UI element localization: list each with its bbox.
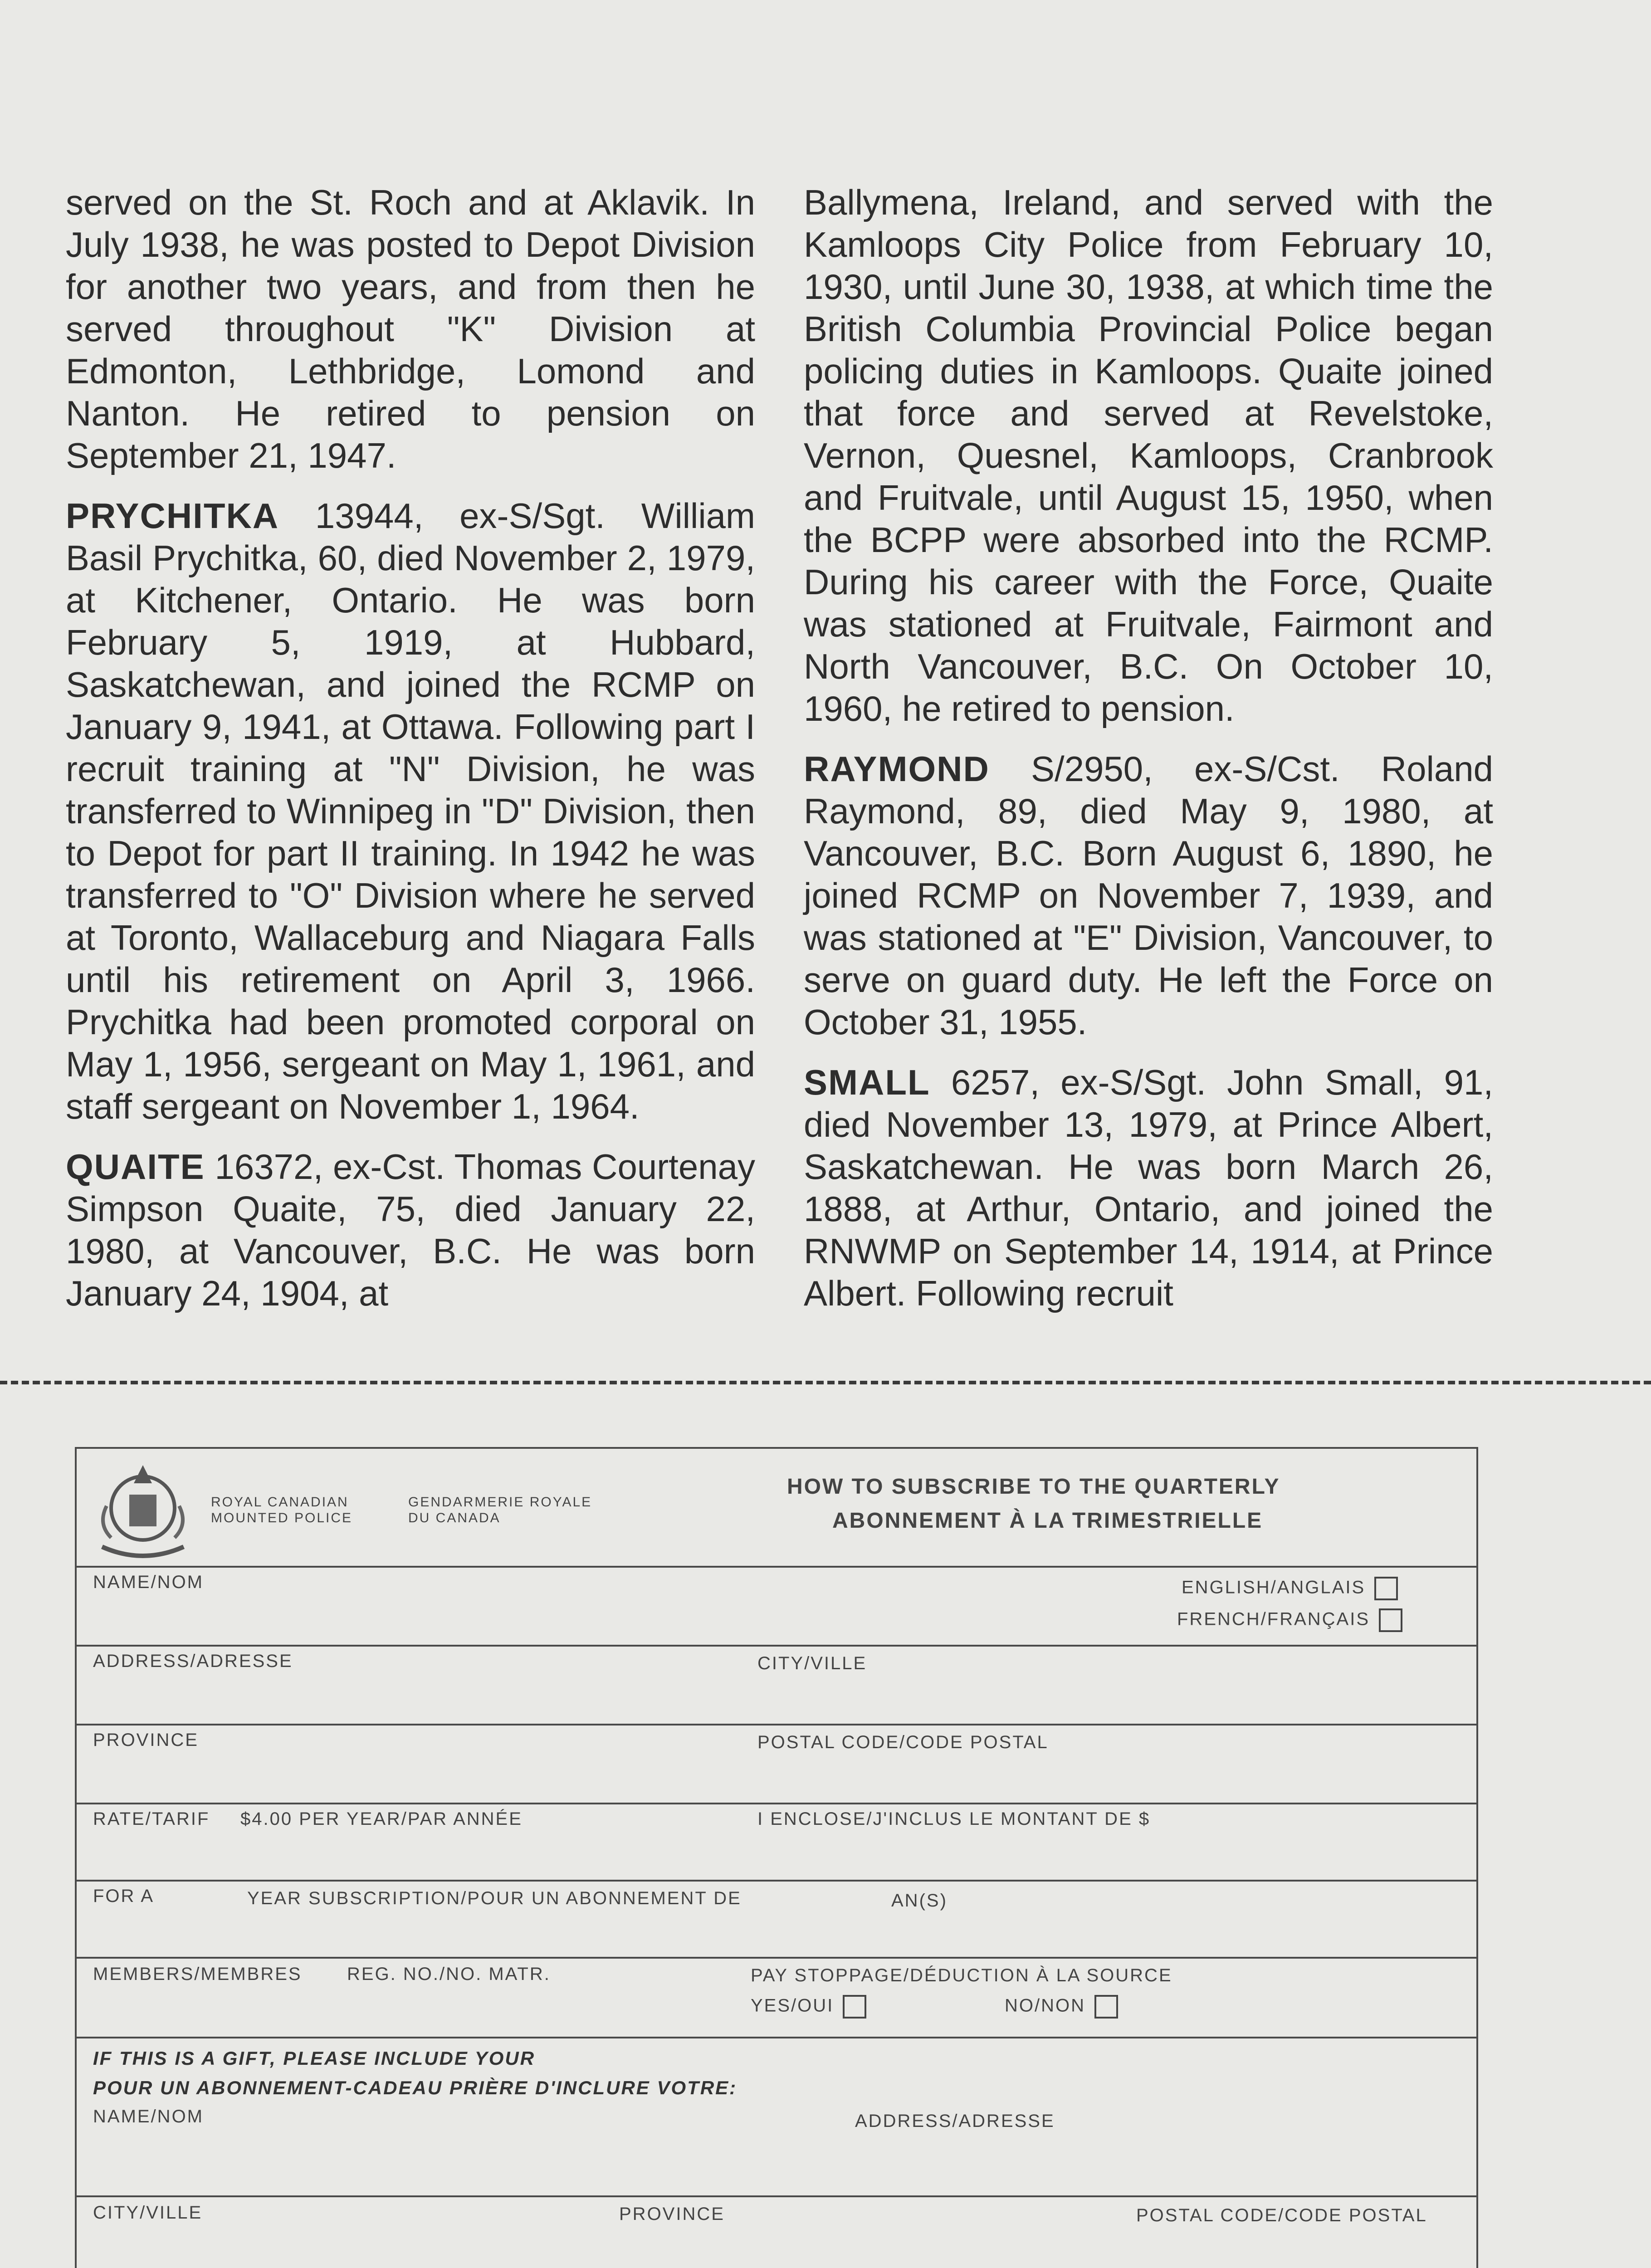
yes-checkbox[interactable] [843,1995,866,2019]
org-name-en-1: ROYAL CANADIAN [211,1495,349,1510]
row-gift-city [75,2197,1476,2268]
obituary-text: 13944, ex-S/Sgt. William Basil Prychitka, 60, died November 2, 1979, at Kitchener, Ontario. He was born February 5, 1919, at Hubbard, Saskatchewan, and joined the RCMP on January 9, 1941, at Ottawa. Following part I recruit training at "N" Division, he was transferred to Winnipeg in "D" Division, then to Depot for part II training. In 1942 he was transferred to "O" Division where he served at Toronto, Wallaceburg and Niagara Falls until his retirement on April 3, 1966. Prychitka had been promoted corporal on May 1, 1956, sergeant on May 1, 1961, and staff sergeant on November 1, 1964. [66,496,755,1126]
row-rate [75,1804,1476,1882]
city-label: CITY/VILLE [757,1653,867,1673]
no-checkbox[interactable] [1094,1995,1118,2019]
right-column [804,181,1493,1333]
province-label: PROVINCE [93,1730,199,1750]
row-gift [75,2038,1476,2197]
obituary-prychitka [66,495,755,1128]
french-checkbox[interactable] [1379,1608,1402,1632]
obituary-text: S/2950, ex-S/Cst. Roland Raymond, 89, died May 9, 1980, at Vancouver, B.C. Born August 6, 1890, he joined RCMP on November 7, 1939, and was stationed at "E" Division, Vancouver, to serve on guard duty. He left the Force on October 31, 1955. [804,749,1493,1042]
form-title-en: HOW TO SUBSCRIBE TO THE QUARTERLY [787,1475,1280,1499]
english-checkbox[interactable] [1374,1577,1398,1600]
form-title-fr: ABONNEMENT À LA TRIMESTRIELLE [832,1509,1263,1533]
gift-postal-label: POSTAL CODE/CODE POSTAL [1136,2205,1427,2225]
rate-value: $4.00 PER YEAR/PAR ANNÉE [240,1809,523,1829]
gift-instruction-en: IF THIS IS A GIFT, PLEASE INCLUDE YOUR [93,2048,536,2069]
gift-address-label: ADDRESS/ADRESSE [855,2111,1055,2131]
english-option[interactable] [1182,1577,1398,1600]
org-name-fr-2: DU CANADA [408,1510,501,1525]
subscription-form [75,1447,1476,2268]
paragraph-continuation: Ballymena, Ireland, and served with the Kamloops City Police from February 10, 1930, until June 30, 1938, at which time the British Columbia Provincial Police began policing duties in Kamloops. Quaite joined that force and served at Revelstoke, Vernon, Quesnel, Kamloops, Cranbrook and Fruitvale, until August 15, 1950, when the BCPP were absorbed into the RCMP. During his career with the Force, Quaite was stationed at Fruitvale, Fairmont and North Vancouver, B.C. On October 10, 1960, he retired to pension. [804,182,1493,728]
row-name [75,1568,1476,1647]
gift-name-label: NAME/NOM [93,2107,204,2126]
french-option[interactable] [1177,1608,1402,1632]
row-subscription [75,1882,1476,1959]
rate-label: RATE/TARIF [93,1809,210,1829]
row-province [75,1725,1476,1804]
name-label: NAME/NOM [93,1572,204,1592]
gift-instruction-fr: POUR UN ABONNEMENT-CADEAU PRIÈRE D'INCLURE VOTRE: [93,2077,738,2098]
obituary-name: RAYMOND [804,749,990,789]
reg-no-label: REG. NO./NO. MATR. [347,1964,551,1984]
address-label: ADDRESS/ADRESSE [93,1651,293,1671]
row-members [75,1959,1476,2038]
row-address [75,1647,1476,1725]
org-name-fr-1: GENDARMERIE ROYALE [408,1495,592,1510]
gift-city-label: CITY/VILLE [93,2203,203,2223]
pay-stoppage-label: PAY STOPPAGE/DÉDUCTION À LA SOURCE [751,1965,1172,1985]
members-label: MEMBERS/MEMBRES [93,1964,302,1984]
yes-option[interactable] [751,1995,866,2019]
org-name-en-2: MOUNTED POLICE [211,1510,353,1525]
obituary-text: 16372, ex-Cst. Thomas Courtenay Simpson Quaite, 75, died January 22, 1980, at Vancouver, B.C. He was born January 24, 1904, at [66,1147,755,1313]
gift-province-label: PROVINCE [619,2204,725,2224]
obituary-raymond [804,748,1493,1043]
cut-line-divider [0,1381,1651,1384]
obituary-name: QUAITE [66,1147,205,1187]
english-label: ENGLISH/ANGLAIS [1182,1577,1366,1598]
years-label: AN(S) [891,1891,948,1911]
year-subscription-label: YEAR SUBSCRIPTION/POUR UN ABONNEMENT DE [247,1888,742,1908]
obituary-name: SMALL [804,1062,930,1102]
left-column [66,181,755,1333]
form-header [75,1447,1476,1568]
no-option[interactable] [1005,1995,1118,2019]
obituary-text: 6257, ex-S/Sgt. John Small, 91, died November 13, 1979, at Prince Albert, Saskatchewan. He was born March 26, 1888, at Arthur, Ontario, and joined the RNWMP on September 14, 1914, at Prince Albert. Following recruit [804,1062,1493,1313]
obituary-quaite [66,1146,755,1315]
paragraph-continuation: served on the St. Roch and at Aklavik. In July 1938, he was posted to Depot Division for another two years, and from then he served throughout "K" Division at Edmonton, Lethbridge, Lomond and Nanton. He retired to pension on September 21, 1947. [66,182,755,475]
obituary-small [804,1061,1493,1315]
obituary-name: PRYCHITKA [66,496,279,536]
no-label: NO/NON [1005,1995,1085,2016]
enclose-label: I ENCLOSE/J'INCLUS LE MONTANT DE $ [757,1809,1151,1829]
yes-label: YES/OUI [751,1995,834,2016]
for-a-label: FOR A [93,1886,155,1906]
rcmp-crest-icon [93,1456,193,1560]
postal-code-label: POSTAL CODE/CODE POSTAL [757,1732,1049,1752]
french-label: FRENCH/FRANÇAIS [1177,1609,1370,1629]
